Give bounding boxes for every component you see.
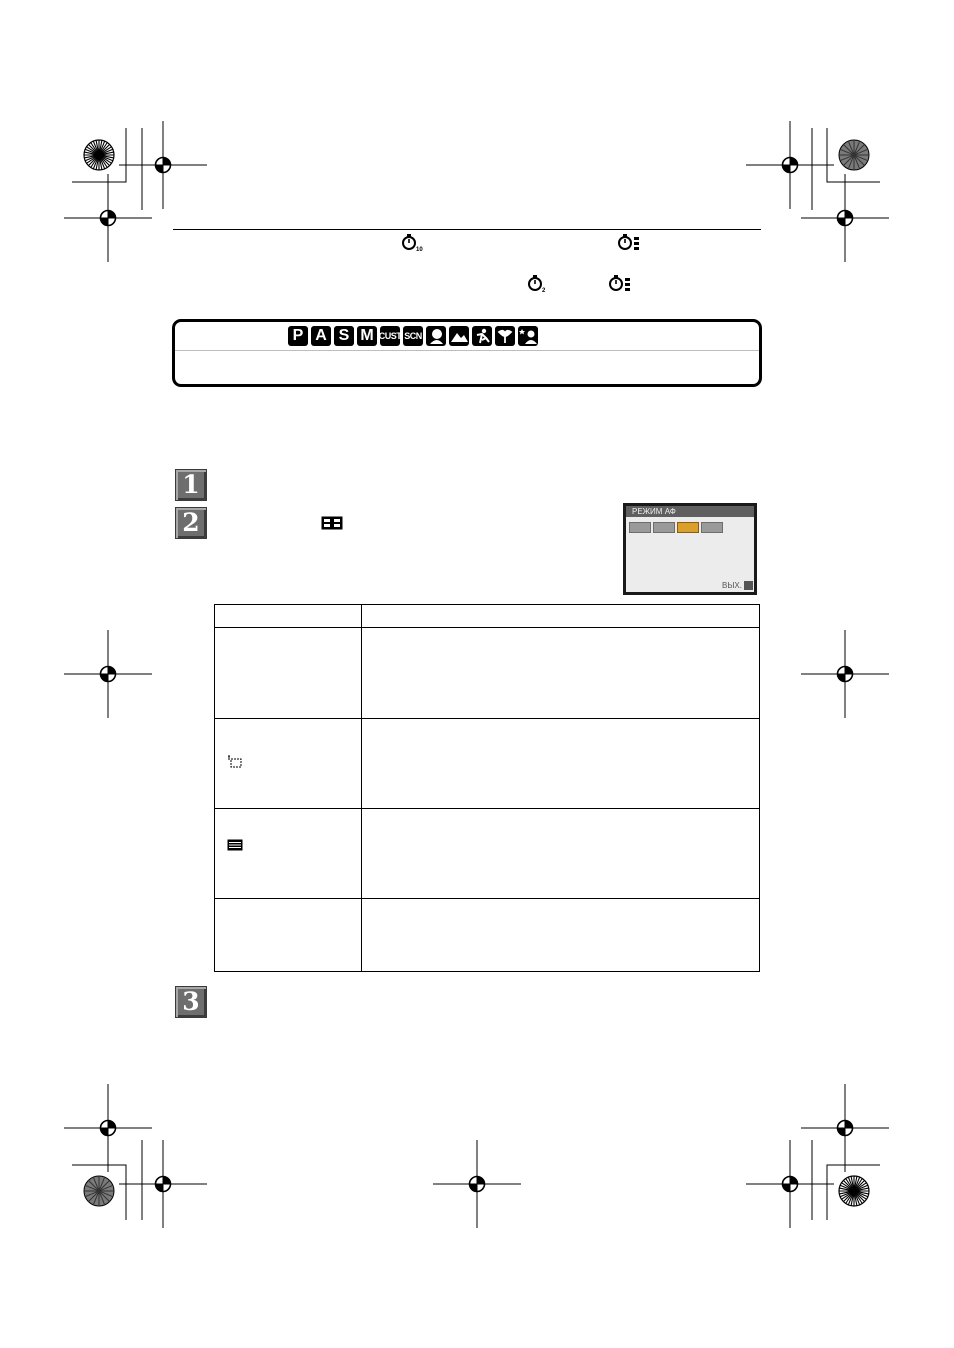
table-cell — [215, 719, 362, 809]
step-2-badge: 2 — [175, 507, 207, 539]
multi-area-icon — [677, 522, 699, 533]
step-3-badge: 3 — [175, 986, 207, 1018]
custom-mode-icon: CUST — [380, 326, 400, 346]
program-mode-icon: P — [288, 326, 308, 346]
self-timer-10s-icon — [401, 234, 425, 252]
self-timer-2s-icon — [527, 275, 551, 293]
af-mode-tabs — [629, 522, 723, 533]
multi-area-icon — [227, 839, 243, 851]
table-cell — [215, 809, 362, 899]
table-row — [215, 628, 760, 719]
camera-screen — [626, 506, 754, 592]
table-header-cell — [215, 605, 362, 628]
af-tracking-icon — [653, 522, 675, 533]
menu-button-icon — [744, 581, 753, 590]
scene-mode-icon: SCN — [403, 326, 423, 346]
table-cell — [362, 719, 760, 809]
sports-mode-icon — [472, 326, 492, 346]
available-modes — [288, 326, 538, 346]
self-timer-10s-burst-icon — [608, 275, 632, 293]
af-mode-icon — [321, 516, 343, 530]
step-1-badge: 1 — [175, 469, 207, 501]
af-tracking-icon — [227, 755, 243, 769]
table-header-cell — [362, 605, 760, 628]
table-cell — [215, 899, 362, 972]
camera-menu-title: РЕЖИМ АФ — [626, 506, 754, 517]
recording-modes-box — [172, 319, 762, 387]
single-area-icon — [701, 522, 723, 533]
landscape-mode-icon — [449, 326, 469, 346]
macro-mode-icon — [495, 326, 515, 346]
manual-mode-icon: M — [357, 326, 377, 346]
face-detection-icon — [629, 522, 651, 533]
shutter-mode-icon: S — [334, 326, 354, 346]
table-cell — [215, 628, 362, 719]
camera-exit-label: ВЫХ. — [722, 581, 742, 590]
table-row — [215, 719, 760, 809]
portrait-mode-icon — [426, 326, 446, 346]
table-cell — [362, 809, 760, 899]
table-row — [215, 899, 760, 972]
svg-text:10: 10 — [416, 247, 423, 252]
table-cell — [362, 899, 760, 972]
aperture-mode-icon: A — [311, 326, 331, 346]
night-portrait-mode-icon — [518, 326, 538, 346]
mode-box-divider — [175, 350, 759, 351]
table-header-row — [215, 605, 760, 628]
header-rule — [173, 229, 761, 230]
self-timer-10s-burst-icon — [617, 234, 641, 252]
table-cell — [362, 628, 760, 719]
af-mode-table — [214, 604, 760, 972]
svg-text:2: 2 — [542, 288, 546, 293]
camera-screen-preview — [623, 503, 757, 595]
table-row — [215, 809, 760, 899]
